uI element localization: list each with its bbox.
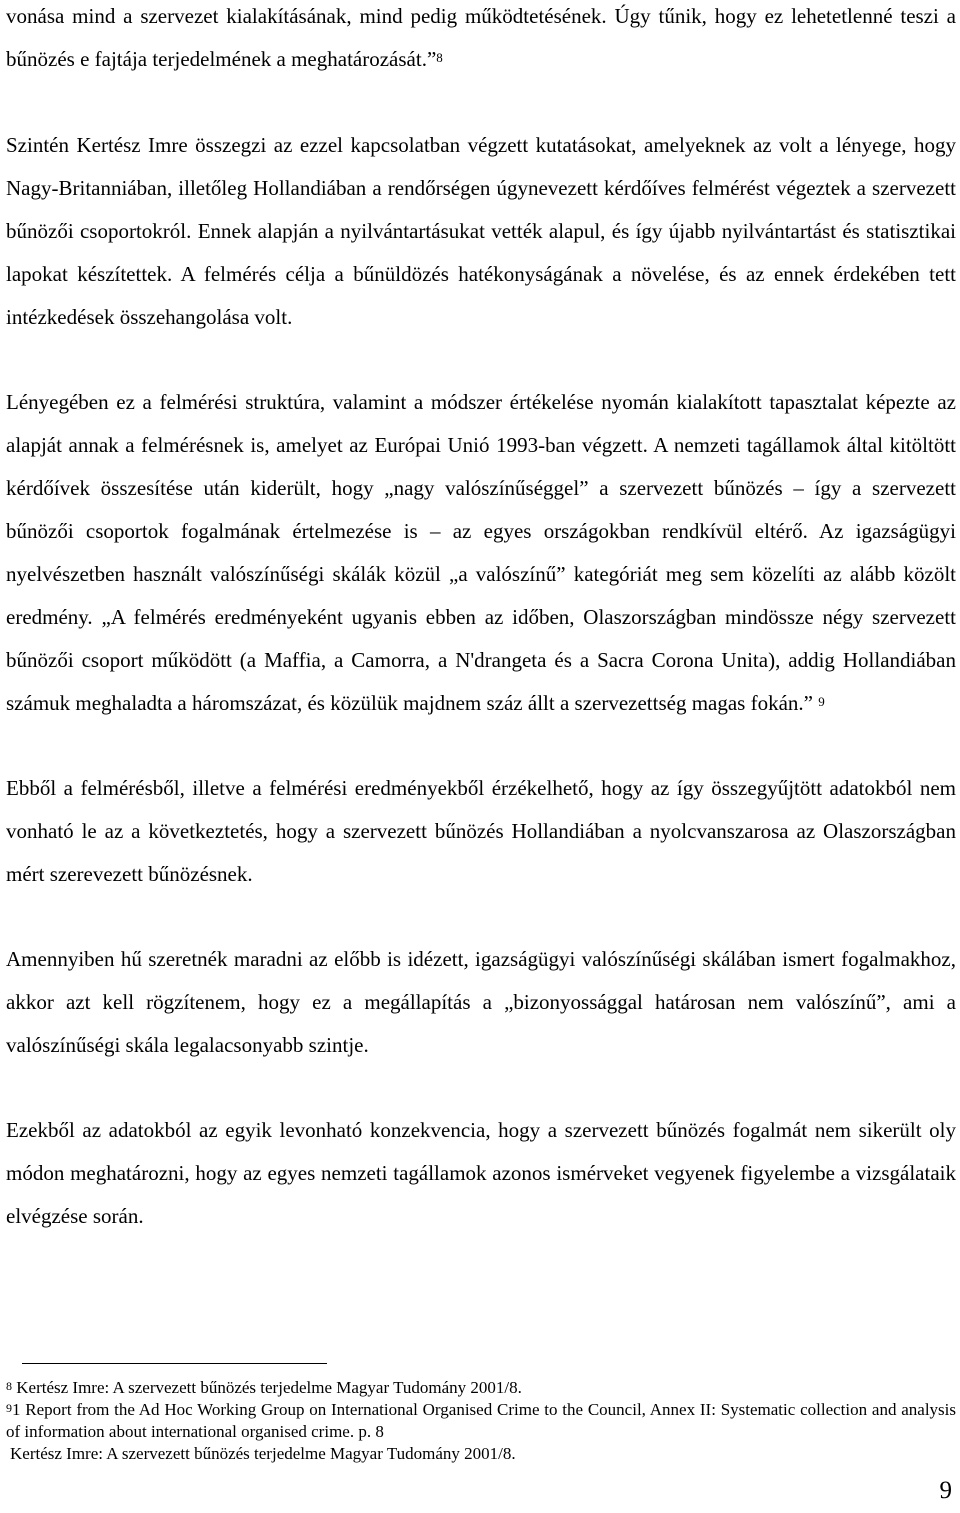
paragraph-3	[6, 381, 956, 725]
footnote-9-extra: Kertész Imre: A szervezett bűnözés terjedelme Magyar Tudomány 2001/8.	[10, 1444, 516, 1463]
footnotes	[6, 1377, 956, 1465]
paragraph-1	[6, 0, 956, 81]
footnote-9-text: 1 Report from the Ad Hoc Working Group on International Organised Crime to the Council, Annex II: Systematic collection and analysis of information about international organised crime. p. 8	[6, 1400, 956, 1441]
footnote-ref-9[interactable]: 9	[818, 694, 825, 709]
footnote-9-mark: 9	[6, 1401, 12, 1415]
paragraph-5: Amennyiben hű szeretnék maradni az előbb is idézett, igazságügyi valószínűségi skálában ismert fogalmakhoz, akkor azt kell rögzítenem, hogy ez a megállapítás a „bizonyossággal határosan nem valószínű”, ami a valószínűségi skála legalacsonyabb szintje.	[6, 947, 956, 1057]
footnote-separator	[22, 1363, 327, 1364]
footnote-8-text: Kertész Imre: A szervezett bűnözés terjedelme Magyar Tudomány 2001/8.	[12, 1378, 522, 1397]
footnote-8-mark: 8	[6, 1379, 12, 1393]
page-body	[6, 0, 956, 1238]
paragraph-6: Ezekből az adatokból az egyik levonható konzekvencia, hogy a szervezett bűnözés fogalmát nem sikerült oly módon meghatározni, hogy az egyes nemzeti tagállamok azonos ismérveket vegyenek figyelembe a vizsgálataik elvégzése során.	[6, 1118, 956, 1228]
paragraph-1-text: vonása mind a szervezet kialakításának, mind pedig működtetésének. Úgy tűnik, hogy ez lehetetlenné teszi a bűnözés e fajtája terjedelmének a meghatározását.”	[6, 4, 956, 71]
footnote-9	[6, 1399, 956, 1443]
paragraph-4: Ebből a felmérésből, illetve a felmérési eredményekből érzékelhető, hogy az így összegyűjtött adatokból nem vonható le az a következtetés, hogy a szervezett bűnözés Hollandiában a nyolcvanszarosa az Olaszországban mért szerevezett bűnözésnek.	[6, 776, 956, 886]
footnote-8	[6, 1377, 956, 1399]
page-number: 9	[939, 1477, 952, 1504]
paragraph-2: Szintén Kertész Imre összegzi az ezzel kapcsolatban végzett kutatásokat, amelyeknek az volt a lényege, hogy Nagy-Britanniában, illetőleg Hollandiában a rendőrségen úgynevezett kérdőíves felmérést végeztek a szervezett bűnözői csoportokról. Ennek alapján a nyilvántartásukat vették alapul, és így újabb nyilvántartást és statisztikai lapokat készítettek. A felmérés célja a bűnüldözés hatékonyságának a növelése, és az ennek érdekében tett intézkedések összehangolása volt.	[6, 133, 956, 329]
footnote-ref-8[interactable]: 8	[436, 50, 443, 65]
paragraph-3-text: Lényegében ez a felmérési struktúra, valamint a módszer értékelése nyomán kialakított tapasztalat képezte az alapját annak a felmérésnek is, amelyet az Európai Unió 1993-ban végzett. A nemzeti tagállamok által kitöltött kérdőívek összesítése után kiderült, hogy „nagy valószínűséggel” a szervezett bűnözés – így a szervezett bűnözői csoportok fogalmának értelmezése is – az egyes országokban rendkívül eltérő. Az igazságügyi nyelvészetben használt valószínűségi skálák közül „a valószínű” kategóriát meg sem közelíti az alább közölt eredmény. „A felmérés eredményeként ugyanis ebben az időben, Olaszországban mindössze négy szervezett bűnözői csoport működött (a Maffia, a Camorra, a N'drangeta és a Sacra Corona Unita), addig Hollandiában számuk meghaladta a háromszázat, és közülük majdnem száz állt a szervezettség magas fokán.”	[6, 390, 956, 715]
